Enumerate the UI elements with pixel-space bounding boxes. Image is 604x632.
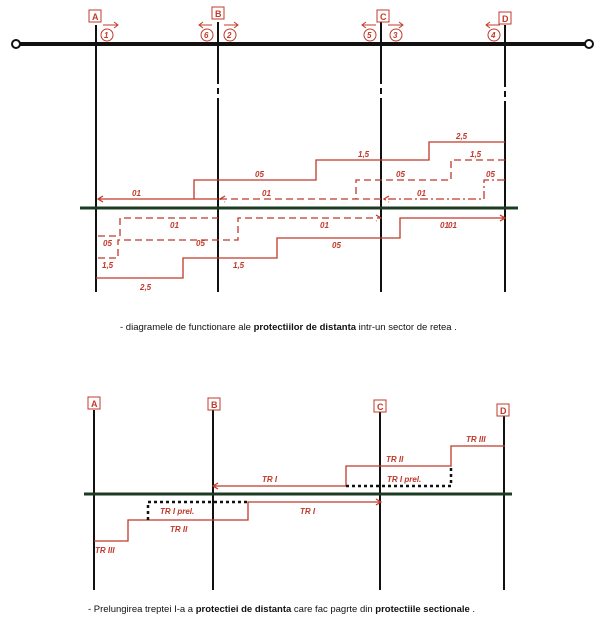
- caption-1-prefix: - diagramele de functionare ale: [120, 322, 254, 333]
- d2-char-reverse: [213, 446, 505, 489]
- bus-label-b: B: [215, 9, 222, 19]
- d1-label-01-a: 01: [170, 221, 179, 230]
- diagram2: [84, 397, 512, 590]
- d1-label-01-g: 01: [440, 221, 449, 230]
- bus-label-d: D: [502, 14, 509, 24]
- char-relay-4: [194, 142, 505, 199]
- caption-2-middle: care fac pagrte din: [291, 604, 376, 615]
- d1-label-01-e: 01: [448, 221, 457, 230]
- d1-label-01-c: 01: [262, 189, 271, 198]
- char-relay-5: [356, 160, 505, 199]
- d1-label-05-b: 05: [255, 170, 264, 179]
- caption-1-bold: protectiilor de distanta: [253, 322, 357, 333]
- d2-bus-label-d: D: [500, 406, 507, 416]
- d1-label-05-f: 05: [196, 239, 205, 248]
- arrow-relay-6: [199, 22, 212, 28]
- d1-label-01-b: 01: [132, 189, 141, 198]
- caption-2-bold-1: protectiei de distanta: [195, 604, 292, 615]
- relay-label-6: 6: [204, 31, 209, 40]
- arrow-relay-4: [486, 22, 500, 28]
- d2-char-forward: [94, 499, 381, 541]
- relay-label-3: 3: [393, 31, 398, 40]
- relay-label-4: 4: [491, 31, 496, 40]
- d2-label-tr-iii-top: TR III: [466, 435, 486, 444]
- d1-label-05-g: 05: [332, 241, 341, 250]
- relay-label-1: 1: [104, 31, 109, 40]
- diagram1: [12, 7, 593, 292]
- d2-label-tr-ii-bottom: TR II: [170, 525, 188, 534]
- relay-label-2: 2: [227, 31, 232, 40]
- d1-label-15-b: 1,5: [358, 150, 370, 159]
- d2-label-tr-i-prel-top: TR I prel.: [387, 475, 422, 484]
- char-relay-6: [98, 196, 218, 202]
- d1-label-15-f: 1,5: [233, 261, 245, 270]
- d2-label-tr-ii-top: TR II: [386, 455, 404, 464]
- char-relay-1-time: [98, 215, 381, 258]
- line-end-left: [12, 40, 20, 48]
- d1-label-05-c: 05: [396, 170, 405, 179]
- bus-label-a: A: [92, 12, 99, 22]
- arrow-relay-5: [362, 22, 376, 28]
- char-relay-5-lower: [220, 196, 381, 202]
- caption-2-prefix: - Prelungirea treptei I-a a: [88, 604, 196, 615]
- arrow-relay-3: [388, 22, 403, 28]
- d2-bus-label-a: A: [91, 399, 98, 409]
- arrow-relay-2: [224, 22, 238, 28]
- d1-label-25-a: 2,5: [140, 283, 152, 292]
- d1-label-01-d: 01: [417, 189, 426, 198]
- d2-label-tr-iii-bottom: TR III: [95, 546, 115, 555]
- char-relay-4-short: [384, 180, 505, 202]
- caption-1-suffix: intr-un sector de retea .: [356, 322, 457, 333]
- d2-label-tr-i-bottom: TR I: [300, 507, 316, 516]
- d2-bus-label-b: B: [211, 400, 218, 410]
- relay-label-5: 5: [367, 31, 372, 40]
- d1-label-15-c: 1,5: [470, 150, 482, 159]
- caption-1: [120, 322, 457, 333]
- d2-label-tr-i-top: TR I: [262, 475, 278, 484]
- d2-bus-label-c: C: [377, 402, 384, 412]
- d1-label-15-a: 1,5: [102, 261, 114, 270]
- line-end-right: [585, 40, 593, 48]
- char-relay-1: [98, 218, 218, 236]
- caption-2-suffix: .: [469, 604, 476, 615]
- d1-label-05-d: 05: [486, 170, 495, 179]
- d1-label-01-f: 01: [320, 221, 329, 230]
- arrow-relay-1: [103, 22, 118, 28]
- d1-label-05-a: 05: [103, 239, 112, 248]
- d2-label-tr-i-prel-bottom: TR I prel.: [160, 507, 195, 516]
- bus-label-c: C: [380, 12, 387, 22]
- caption-2: [88, 604, 475, 615]
- d1-label-25-b: 2,5: [456, 132, 468, 141]
- caption-2-bold-2: protectiile sectionale: [375, 604, 470, 615]
